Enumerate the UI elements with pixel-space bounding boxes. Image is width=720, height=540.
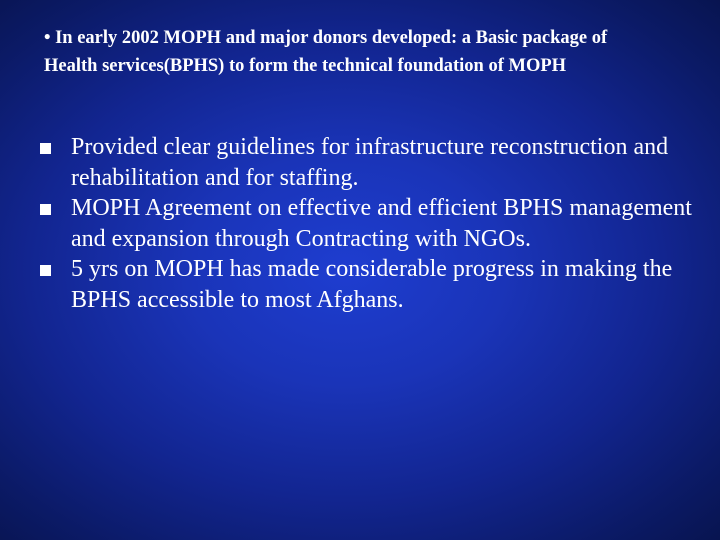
square-bullet-icon: [40, 143, 51, 154]
bullet-list: [40, 132, 700, 315]
bullet-text: MOPH Agreement on effective and efficient BPHS management and expansion through Contracting with NGOs.: [71, 195, 692, 252]
bullet-item-agreement: [40, 193, 700, 254]
bullet-text: Provided clear guidelines for infrastructure reconstruction and rehabilitation and for staffing.: [71, 134, 669, 191]
bullet-text: 5 yrs on MOPH has made considerable progress in making the BPHS accessible to most Afghans.: [71, 256, 673, 313]
square-bullet-icon: [40, 265, 51, 276]
bullet-item-progress: [40, 254, 700, 315]
intro-paragraph: • In early 2002 MOPH and major donors developed: a Basic package of Health services(BPHS) to form the technical foundation of MOPH: [44, 28, 608, 76]
square-bullet-icon: [40, 204, 51, 215]
bullet-item-guidelines: [40, 132, 700, 193]
